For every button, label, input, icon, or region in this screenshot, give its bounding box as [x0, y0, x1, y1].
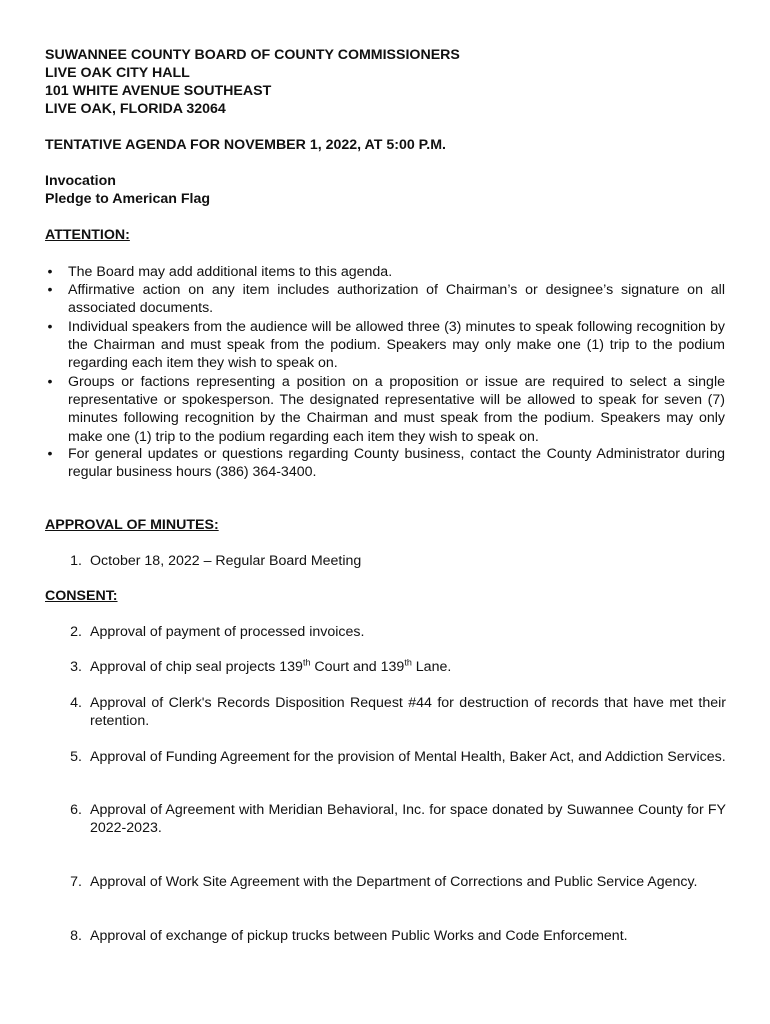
- attention-item: Individual speakers from the audience will be allowed three (3) minutes to speak following recognition by the Chairman and must speak from the podium. Speakers may only make one (1) trip to the podium regarding each item they wish to speak on.: [68, 319, 725, 372]
- consent-item: Approval of Clerk's Records Disposition Request #44 for destruction of records that have met their retention.: [90, 695, 726, 730]
- bullet-icon: •: [47, 282, 53, 298]
- bullet-icon: •: [47, 319, 53, 335]
- consent-item: Approval of Agreement with Meridian Behavioral, Inc. for space donated by Suwannee County for FY 2022-2023.: [90, 802, 726, 837]
- agenda-title: TENTATIVE AGENDA FOR NOVEMBER 1, 2022, AT 5:00 P.M.: [45, 137, 446, 153]
- pledge: Pledge to American Flag: [45, 191, 211, 207]
- consent-item-text: Court and 139: [310, 659, 405, 675]
- consent-item: Approval of exchange of pickup trucks between Public Works and Code Enforcement.: [90, 928, 628, 944]
- minutes-item: October 18, 2022 – Regular Board Meeting: [90, 553, 362, 569]
- consent-item: [90, 658, 726, 676]
- attention-item: The Board may add additional items to this agenda.: [68, 264, 393, 280]
- item-number: 4.: [70, 695, 82, 711]
- attention-item: Affirmative action on any item includes authorization of Chairman’s or designee’s signature on all associated documents.: [68, 282, 725, 317]
- consent-item: Approval of payment of processed invoices.: [90, 624, 365, 640]
- item-number: 6.: [70, 802, 82, 818]
- bullet-icon: •: [47, 264, 53, 280]
- invocation: Invocation: [45, 173, 116, 189]
- item-number: 2.: [70, 624, 82, 640]
- minutes-heading: APPROVAL OF MINUTES:: [45, 517, 219, 533]
- bullet-icon: •: [47, 374, 53, 390]
- consent-item: Approval of Funding Agreement for the provision of Mental Health, Baker Act, and Addiction Services.: [90, 749, 726, 765]
- attention-item: For general updates or questions regarding County business, contact the County Administrator during regular business hours (386) 364-3400.: [68, 446, 725, 481]
- ordinal-suffix: th: [302, 657, 311, 668]
- header-board-name: SUWANNEE COUNTY BOARD OF COUNTY COMMISSIONERS: [45, 47, 460, 63]
- attention-heading: ATTENTION:: [45, 227, 130, 243]
- item-number: 3.: [70, 659, 82, 675]
- header-venue: LIVE OAK CITY HALL: [45, 65, 190, 81]
- item-number: 8.: [70, 928, 82, 944]
- header-street: 101 WHITE AVENUE SOUTHEAST: [45, 83, 272, 99]
- header-city: LIVE OAK, FLORIDA 32064: [45, 101, 226, 117]
- consent-heading: CONSENT:: [45, 588, 118, 604]
- item-number: 5.: [70, 749, 82, 765]
- consent-item: Approval of Work Site Agreement with the Department of Corrections and Public Service Agency.: [90, 874, 698, 890]
- attention-item: Groups or factions representing a position on a proposition or issue are required to select a single representative or spokesperson. The designated representative will be allowed to speak for seven (7) minutes following recognition by the Chairman and must speak from the podium. Speakers may only make one (1) trip to the podium regarding each item they wish to speak on.: [68, 374, 725, 445]
- consent-item-text: Approval of chip seal projects 139: [90, 659, 303, 675]
- item-number: 7.: [70, 874, 82, 890]
- consent-item-text: Lane.: [411, 659, 452, 675]
- ordinal-suffix: th: [404, 657, 412, 668]
- item-number: 1.: [70, 553, 82, 569]
- bullet-icon: •: [47, 446, 53, 462]
